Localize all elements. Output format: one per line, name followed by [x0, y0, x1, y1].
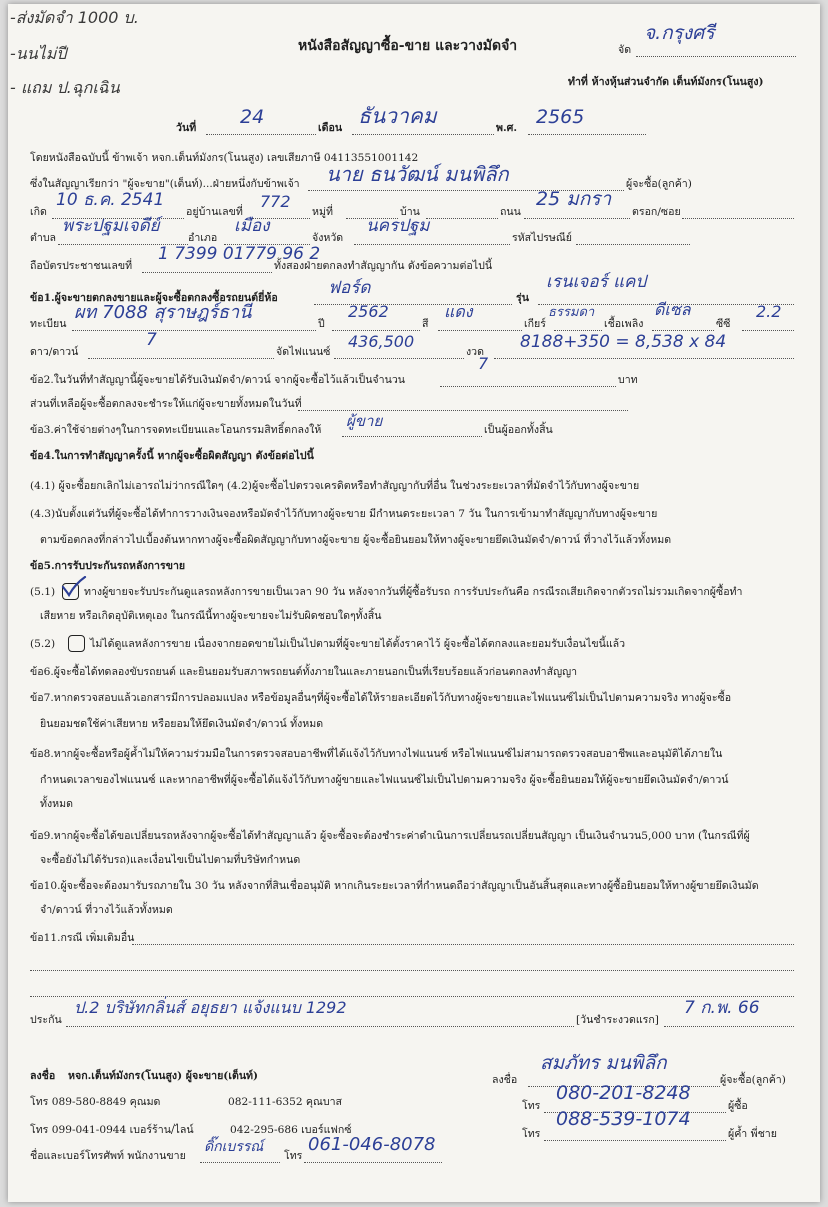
clause-2-amount: 7: [478, 354, 489, 373]
buyer-sign-label: ลงชื่อ: [492, 1074, 518, 1086]
car-plate: ผท 7088 สุราษฎร์ธานี: [74, 302, 252, 323]
clause-2b: ส่วนที่เหลือผู้จะซื้อตกลงจะชำระให้แก่ผู้จะขายทั้งหมดในวันที่: [30, 398, 302, 410]
clause-4-3a: (4.3)นับตั้งแต่วันที่ผู้จะซื้อได้ทำการวางเงินจองหรือมัดจำไว้กับทางผู้จะขาย มีกำหนดระยะเวลา 7 วัน ในการเข้ามาทำสัญญากับทางผู้จะขาย: [30, 508, 658, 520]
co-phone-role: ผู้ค้ำ พี่ชาย: [728, 1128, 777, 1140]
buyer-signature: สมภัทร มนพิลึก: [540, 1052, 667, 1074]
seller-phone-2: 082-111-6352 คุณบาส: [228, 1096, 342, 1108]
contract-paper: [8, 4, 820, 1202]
staff-phone-label: โทร: [284, 1150, 303, 1162]
house-label: อยู่บ้านเลขที่: [186, 206, 243, 218]
clause-9a: ข้อ9.หากผู้จะซื้อได้ขอเปลี่ยนรถหลังจากผู้จะซื้อได้ทำสัญญาแล้ว ผู้จะซื้อจะต้องชำระค่าดำเนินการเปลี่ยนรถเปลี่ยนสัญญา เป็นเงินจำนวน5,000 บาท (ในกรณีที่ผู้: [30, 830, 750, 842]
clause-8c: ทั้งหมด: [40, 798, 74, 810]
seller-phone-3: โทร 099-041-0944 เบอร์ร้าน/ไลน์: [30, 1124, 194, 1136]
clause-8b: กำหนดเวลาของไฟแนนซ์ และหากอาชีพที่ผู้จะซื้อได้แจ้งไว้กับทางผู้ขายและไฟแนนซ์ไม่เป็นไปตามความจริง ผู้จะซื้อยินยอมให้ผู้จะขายยึดเงินมัดจำ/ดาวน์: [40, 774, 729, 786]
clause-4-1: (4.1) ผู้จะซื้อยกเลิกไม่เอารถไม่ว่ากรณีใดๆ (4.2)ผู้จะซื้อไปตรวจเครดิตหรือทำสัญญากับที่อื่น ในช่วงระยะเวลาที่มัดจำไว้กับทางผู้จะขาย: [30, 480, 640, 492]
installment-value: 8188+350 = 8,538 x 84: [520, 332, 727, 352]
birth-label: เกิด: [30, 206, 47, 218]
clause-5-2: ไม่ได้ดูแลหลังการขาย เนื่องจากยอดขายไม่เป็นไปตามที่ผู้จะขายได้ตั้งราคาไว้ ผู้จะซื้อได้ตกลงและยอมรับเงื่อนไขนี้แล้ว: [90, 638, 626, 650]
seller-phone-1: โทร 089-580-8849 คุณมด: [30, 1096, 161, 1108]
co-tel-label: โทร: [522, 1128, 541, 1140]
province-value: จ.กรุงศรี: [644, 22, 715, 44]
fuel-label: เชื้อเพลิง: [604, 318, 644, 330]
model-label: รุ่น: [516, 292, 529, 304]
car-color-label: สี: [422, 318, 429, 330]
car-cc: 2.2: [756, 302, 782, 321]
no-warranty-checkbox[interactable]: [68, 635, 85, 652]
moo-label: หมู่ที่: [312, 206, 333, 218]
car-fuel: ดีเซล: [654, 300, 691, 319]
clause-3a: ข้อ3.ค่าใช้จ่ายต่างๆในการจดทะเบียนและโอนกรรมสิทธิ์ตกลงให้: [30, 424, 322, 436]
clause-3-who: ผู้ขาย: [346, 412, 383, 430]
buyer-tel-label: โทร: [522, 1100, 541, 1112]
buyer-name: นาย ธนวัฒน์ มนพิลึก: [326, 162, 509, 186]
postcode-label: รหัสไปรษณีย์: [512, 232, 572, 244]
place-text: ทำที่ ห้างหุ้นส่วนจำกัด เต็นท์มังกร(โนนสูง): [568, 76, 764, 88]
clause-5-1a: ทางผู้ขายจะรับประกันดูแลรถหลังการขายเป็นเวลา 90 วัน หลังจากวันที่ผู้ซื้อรับรถ การรับประกันคือ กรณีรถเสียเกิดจากตัวรถไม่รวมเกิดจากผู้ซื้อทำ: [84, 586, 743, 598]
seller-phone-4: 042-295-686 เบอร์แฟกซ์: [230, 1124, 352, 1136]
province-label: จัด: [618, 44, 632, 56]
district-value: เมือง: [234, 216, 270, 236]
plate-label: ทะเบียน: [30, 318, 67, 330]
car-year: 2562: [348, 302, 389, 321]
clause-10b: จำ/ดาวน์ ที่วางไว้แล้วทั้งหมด: [40, 904, 173, 916]
installment-label: งวด: [466, 346, 485, 358]
day-label: วันที่: [176, 122, 197, 134]
co-phone: 088-539-1074: [556, 1108, 691, 1130]
car-year-label: ปี: [318, 318, 325, 330]
id-label: ถือบัตรประชาชนเลขที่: [30, 260, 133, 272]
clause-5-1-num: (5.1): [30, 586, 56, 598]
insurance-value: ป.2 บริษัทกลิ่นส์ อยุธยา แจ้งแนบ 1292: [74, 998, 347, 1017]
buyer-role: ผู้จะซื้อ(ลูกค้า): [720, 1074, 786, 1086]
first-payment-value: 7 ก.พ. 66: [684, 998, 760, 1018]
clause-8a: ข้อ8.หากผู้จะซื้อหรือผู้ค้ำไม่ให้ความร่วมมือในการตรวจสอบอาชีพที่ได้แจ้งไว้กับทางไฟแนนซ์ หรือไฟแนนซ์ไม่สามารถตรวจสอบอาชีพและอนุมัติได้ภายใน: [30, 748, 723, 760]
birth-value: 10 ธ.ค. 2541: [56, 190, 165, 210]
car-color: แดง: [444, 302, 473, 321]
margin-note: -นนไม่ปี: [10, 44, 67, 63]
district-label: อำเภอ: [188, 232, 218, 244]
id-suffix: ทั้งสองฝ่ายตกลงทำสัญญากัน ดังข้อความต่อไปนี้: [274, 260, 493, 272]
buyer-phone: 080-201-8248: [556, 1082, 691, 1104]
clause-7b: ยินยอมชดใช้ค่าเสียหาย หรือยอมให้ยึดเงินมัดจำ/ดาวน์ ทั้งหมด: [40, 718, 324, 730]
clause-10a: ข้อ10.ผู้จะซื้อจะต้องมารับรถภายใน 30 วัน หลังจากที่สินเชื่ออนุมัติ หากเกินระยะเวลาที่กำหนดถือว่าสัญญาเป็นอันสิ้นสุดและทางผู้ซื้อยินยอมให้ทางผู้ขายยึดเงินมัด: [30, 880, 759, 892]
clause-2a: ข้อ2.ในวันที่ทำสัญญานี้ผู้จะขายได้รับเงินมัดจำ/ดาวน์ จากผู้จะซื้อไว้แล้วเป็นจำนวน: [30, 374, 406, 386]
month-value: ธันวาคม: [358, 104, 437, 128]
province-value-addr: นครปฐม: [366, 216, 430, 236]
gear-label: เกียร์: [524, 318, 546, 330]
clause-9b: จะซื้อยังไม่ได้รับรถ)และเงื่อนไขเป็นไปตามที่บริษัทกำหนด: [40, 854, 301, 866]
clause-3b: เป็นผู้ออกทั้งสิ้น: [484, 424, 553, 436]
clause-5-1b: เสียหาย หรือเกิดอุบัติเหตุเอง ในกรณีนี้ทางผู้จะขายจะไม่รับผิดชอบใดๆทั้งสิ้น: [40, 610, 382, 622]
road-value: 25 มกรา: [536, 188, 612, 210]
cc-label: ซีซี: [716, 318, 731, 330]
staff-phone: 061-046-8078: [308, 1134, 436, 1155]
car-model: เรนเจอร์ แคป: [546, 272, 647, 292]
buyer-phone-role: ผู้ซื้อ: [728, 1100, 748, 1112]
warranty-90-checkbox[interactable]: [62, 583, 79, 600]
first-payment-label: [วันชำระงวดแรก]: [576, 1014, 659, 1026]
finance-value: 436,500: [348, 332, 415, 351]
clause-11: ข้อ11.กรณี เพิ่มเติมอื่น: [30, 932, 135, 944]
clause-4-3b: ตามข้อตกลงที่กล่าวไปเบื้องต้นหากทางผู้จะซื้อผิดสัญญากับทางผู้จะขาย ผู้จะซื้อยินยอมให้ทางผู้จะขายยึดเงินมัดจำ/ดาวน์ ที่วางไว้แล้วทั้งหมด: [40, 534, 672, 546]
clause-5-2-num: (5.2): [30, 638, 56, 650]
seller-name: หจก.เต็นท์มังกร(โนนสูง) ผู้จะขาย(เต็นท์): [68, 1070, 259, 1082]
village-label: บ้าน: [400, 206, 420, 218]
margin-note: -ส่งมัดจำ 1000 บ.: [10, 8, 139, 27]
clause-1-intro: ข้อ1.ผู้จะขายตกลงขายและผู้จะซื้อตกลงซื้อรถยนต์ยี่ห้อ: [30, 292, 278, 304]
year-label: พ.ศ.: [496, 122, 518, 134]
year-value: 2565: [536, 106, 585, 128]
subdistrict-label: ตำบล: [30, 232, 57, 244]
staff-label: ชื่อและเบอร์โทรศัพท์ พนักงานขาย: [30, 1150, 186, 1162]
clause-6: ข้อ6.ผู้จะซื้อได้ทดลองขับรถยนต์ และยินยอมรับสภาพรถยนต์ทั้งภายในและภายนอกเป็นที่เรียบร้อยแล้วก่อนตกลงทำสัญญา: [30, 666, 578, 678]
province-label-addr: จังหวัด: [312, 232, 344, 244]
finance-label: จัดไฟแนนซ์: [276, 346, 331, 358]
clause-7a: ข้อ7.หากตรวจสอบแล้วเอกสารมีการปลอมแปลง หรือข้อมูลอื่นๆที่ผู้จะซื้อได้ให้รายละเอียดไว้กับทางผู้จะขายและไฟแนนซ์ไม่เป็นไปตามความจริง ทางผู้จะซื้อ: [30, 692, 732, 704]
subdistrict-value: พระปฐมเจดีย์: [62, 216, 160, 236]
insurance-label: ประกัน: [30, 1014, 62, 1026]
clause-4: ข้อ4.ในการทำสัญญาครั้งนี้ หากผู้จะซื้อผิดสัญญา ดังข้อต่อไปนี้: [30, 450, 314, 462]
intro-text: โดยหนังสือฉบับนี้ ข้าพเจ้า หจก.เต็นท์มังกร(โนนสูง) เลขเสียภาษี 04113551001142: [30, 152, 419, 164]
down-label: ดาว/ดาวน์: [30, 346, 79, 358]
seller-sign-label: ลงชื่อ: [30, 1070, 56, 1082]
clause-5: ข้อ5.การรับประกันรถหลังการขาย: [30, 560, 186, 572]
buyer-role-label: ผู้จะซื้อ(ลูกค้า): [626, 178, 692, 190]
car-brand: ฟอร์ด: [328, 278, 371, 298]
month-label: เดือน: [318, 122, 343, 134]
day-value: 24: [240, 106, 265, 128]
id-value: 1 7399 01779 96 2: [158, 244, 321, 264]
staff-name: ดิ๊กเบรรณ์: [204, 1139, 264, 1155]
margin-note: - แถม ป.ฉุกเฉิน: [10, 78, 120, 97]
down-value: 7: [146, 330, 157, 350]
soi-label: ตรอก/ซอย: [632, 206, 681, 218]
clause-2-unit: บาท: [618, 374, 638, 386]
road-label: ถนน: [500, 206, 521, 218]
buyer-line-prefix: ซึ่งในสัญญาเรียกว่า "ผู้จะขาย"(เต็นท์)...ฝ่ายหนึ่งกับข้าพเจ้า: [30, 178, 300, 190]
document-title: หนังสือสัญญาซื้อ-ขาย และวางมัดจำ: [298, 38, 518, 54]
house-value: 772: [260, 192, 291, 211]
car-gear: ธรรมดา: [548, 305, 595, 320]
